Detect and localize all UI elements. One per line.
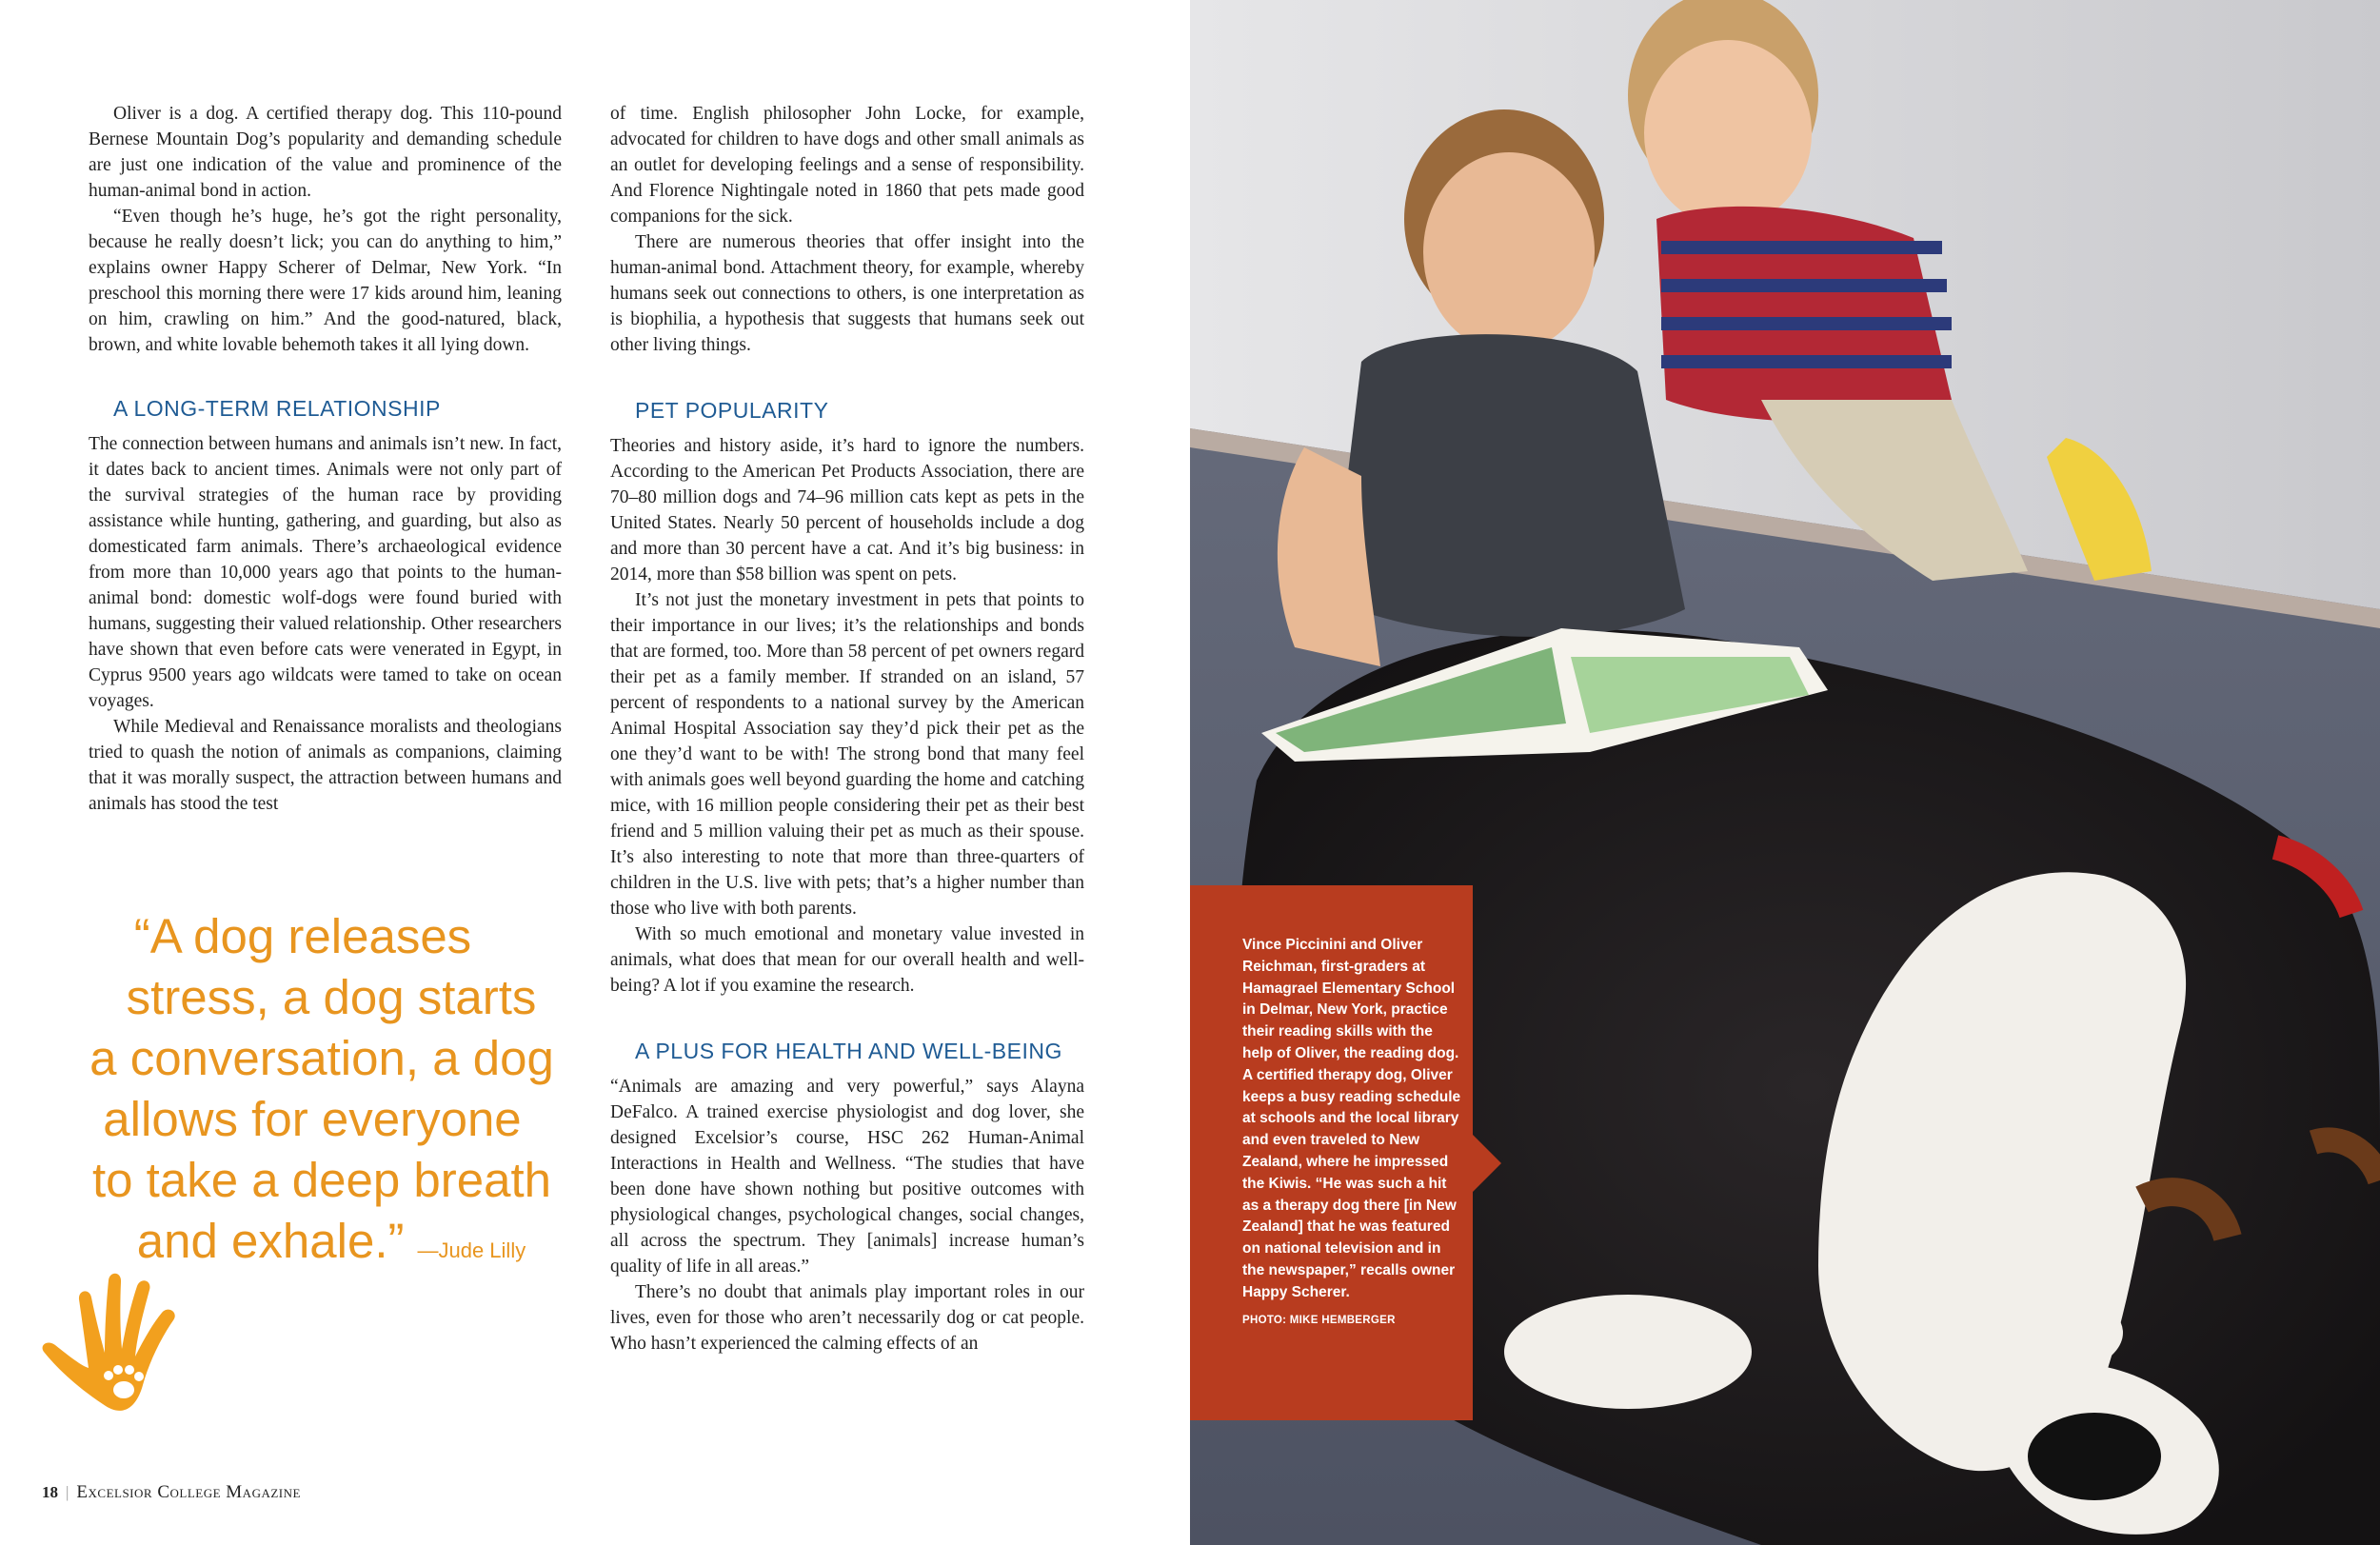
quote-line: to take a deep breath [91,1153,552,1207]
paragraph: It’s not just the monetary investment in pets that points to their importance in our lives; it’s the relationships and bonds that are formed, too. More than 58 percent of pet owners regard their pet as a family member. If stranded on an island, 57 percent of respondents to a national survey by the American Animal Hospital Association say they’d pick their pet as the one they’d want to be with! The strong bond that many feel with animals goes well beyond guarding the home and catching mice, with 16 million people considering their pet as their best friend and 5 million valuing their pet as much as their spouse. It’s also interesting to note that more than three-quarters of children in the U.S. live with pets; that’s a higher number than those who live with both parents. [610,590,1084,919]
quote-text: and exhale.” [136,1214,405,1268]
paragraph: The connection between humans and animals isn’t new. In fact, it dates back to ancient times. Animals were not only part of the survival strategies of the human race by providing assistance while hunting, gathering, and guarding, but also as domesticated farm animals. There’s archaeological evidence from more than 10,000 years ago that points to the human-animal bond: domestic wolf-dogs were found buried with humans, suggesting their valued relationship. Other researchers have shown that even before cats were venerated in Egypt, in Cyprus 9500 years ago wildcats were tamed to take on ocean voyages. [89,434,562,711]
caption-text [1242,935,1461,1331]
text-column-1 [89,101,562,817]
page-number: 18 [42,1483,58,1501]
paragraph: of time. English philosopher John Locke, for example, advocated for children to have dogs and other small animals as an outlet for developing feelings and a sense of responsibility. And Florence Nightingale noted in 1860 that pets made good companions for the sick. [610,104,1084,227]
paragraph: “Animals are amazing and very powerful,” says Alayna DeFalco. A trained exercise physiologist and dog lover, she designed Excelsior’s course, HSC 262 Human-Animal Interactions in Health and Wellness. “The studies that have been done have shown nothing but positive outcomes with physiological changes, psychological changes, social changes, all across the spectrum. They [animals] increase human’s quality of life in all areas.” [610,1077,1084,1277]
caption-pointer [1473,1135,1501,1192]
pull-quote [84,906,560,1281]
section-heading-long-term-relationship: A LONG-TERM RELATIONSHIP [113,396,441,421]
quote-line: stress, a dog starts [126,970,537,1024]
paw-hand-icon [36,1261,227,1452]
quote-attribution: —Jude Lilly [417,1238,526,1262]
footer-divider: | [66,1483,69,1501]
text-column-2 [610,101,1084,1357]
section-heading-health: A PLUS FOR HEALTH AND WELL-BEING [635,1039,1062,1063]
paragraph: There’s no doubt that animals play important roles in our lives, even for those who aren’t necessarily dog or cat people. Who hasn’t experienced the calming effects of an [610,1282,1084,1354]
caption-body: Vince Piccinini and Oliver Reichman, first-graders at Hamagrael Elementary School in Delmar, New York, practice their reading skills with the help of Oliver, the reading dog. A certified therapy dog, Oliver keeps a busy reading schedule at schools and the local library and even traveled to New Zealand, where he impressed the Kiwis. “He was such a hit as a therapy dog there [in New Zealand] that he was featured on national television and in the newspaper,” recalls owner Happy Scherer. [1242,937,1461,1300]
paragraph: There are numerous theories that offer insight into the human-animal bond. Attachment theory, for example, whereby humans seek out connections to others, is one interpretation as is biophilia, a hypothesis that suggests that humans seek out other living things. [610,232,1084,355]
section-heading-pet-popularity: PET POPULARITY [635,398,829,423]
paragraph: With so much emotional and monetary value invested in animals, what does that mean for our overall health and well-being? A lot if you examine the research. [610,924,1084,996]
publication-name: Excelsior College Magazine [76,1482,301,1502]
photo-credit: PHOTO: MIKE HEMBERGER [1242,1314,1396,1326]
paragraph: Oliver is a dog. A certified therapy dog. This 110-pound Bernese Mountain Dog’s popularity and demanding schedule are just one indication of the value and prominence of the human-animal bond in action. [89,104,562,201]
paragraph: “Even though he’s huge, he’s got the right personality, because he really doesn’t lick; you can do anything to him,” explains owner Happy Scherer of Delmar, New York. “In preschool this morning there were 17 kids around him, leaning on him, crawling on him.” And the good-natured, black, brown, and white lovable behemoth takes it all lying down. [89,207,562,355]
page-footer [42,1482,301,1503]
quote-line: allows for everyone [103,1092,522,1146]
quote-line: “A dog releases [133,909,472,963]
paragraph: Theories and history aside, it’s hard to ignore the numbers. According to the American Pet Products Association, there are 70–80 million dogs and 74–96 million cats kept as pets in the United States. Nearly 50 percent of households include a dog and more than 30 percent have a cat. And it’s big business: in 2014, more than $58 billion was spent on pets. [610,436,1084,584]
photo-caption-box [1190,885,1473,1420]
quote-line: a conversation, a dog [89,1031,554,1085]
paragraph: While Medieval and Renaissance moralists and theologians tried to quash the notion of animals as companions, claiming that it was morally suspect, the attraction between humans and animals has stood the test [89,717,562,814]
